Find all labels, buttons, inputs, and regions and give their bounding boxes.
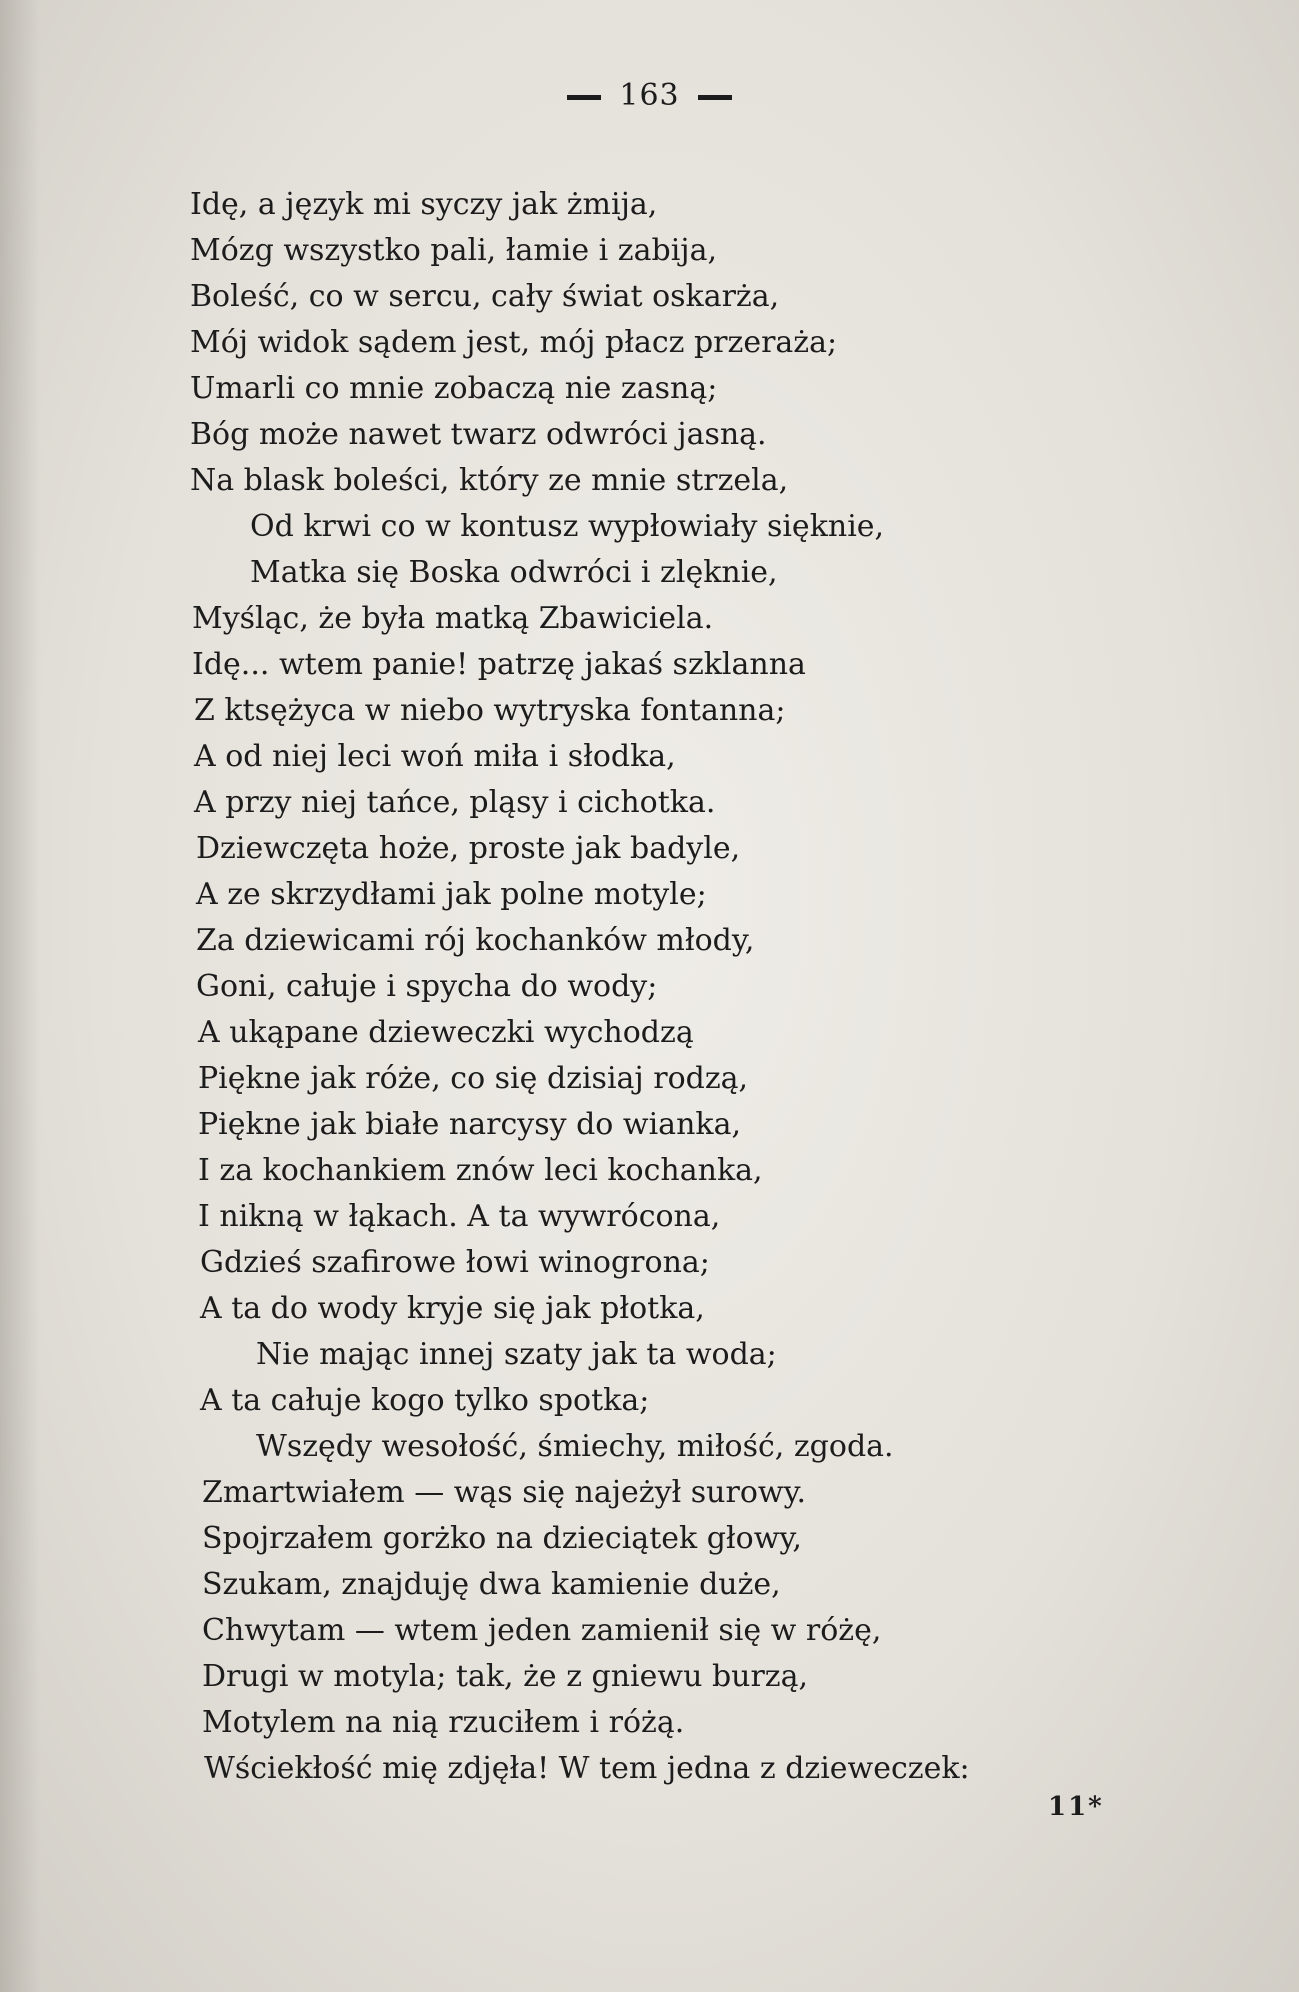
poem-line: Nie mając innej szaty jak ta woda; [256, 1337, 777, 1372]
poem-line: Wściekłość mię zdjęła! W tem jedna z dzieweczek: [204, 1751, 970, 1786]
poem-line: Mój widok sądem jest, mój płacz przeraża; [190, 325, 838, 360]
page-header [0, 78, 1299, 113]
poem-line: Bóg może nawet twarz odwróci jasną. [190, 417, 767, 452]
poem-line: A przy niej tańce, pląsy i cichotka. [194, 785, 716, 820]
poem-line: Idę, a język mi syczy jak żmija, [190, 187, 658, 222]
poem-line: Za dziewicami rój kochanków młody, [196, 923, 755, 958]
poem-line: Dziewczęta hoże, proste jak badyle, [196, 831, 741, 866]
poem-line: Goni, całuje i spycha do wody; [196, 969, 658, 1004]
signature-mark: 11* [1048, 1792, 1104, 1822]
poem-line: Motylem na nią rzuciłem i różą. [202, 1705, 685, 1740]
poem-line: Zmartwiałem — wąs się najeżył surowy. [202, 1475, 807, 1510]
poem-line: Umarli co mnie zobaczą nie zasną; [190, 371, 718, 406]
poem-line: Idę... wtem panie! patrzę jakaś szklanna [192, 647, 806, 682]
header-dash-right [698, 95, 732, 100]
poem-line: Na blask boleści, który ze mnie strzela, [190, 463, 789, 498]
poem-line: Szukam, znajduję dwa kamienie duże, [202, 1567, 781, 1602]
poem-line: Z ktsężyca w niebo wytryska fontanna; [194, 693, 786, 728]
poem-line: Spojrzałem gorżko na dzieciątek głowy, [202, 1521, 802, 1556]
poem-line: A ta do wody kryje się jak płotka, [200, 1291, 705, 1326]
poem-line: Matka się Boska odwróci i zlęknie, [250, 555, 778, 590]
poem-line: A od niej leci woń miła i słodka, [194, 739, 676, 774]
header-dash-left [567, 95, 601, 100]
poem-line: Piękne jak róże, co się dzisiaj rodzą, [198, 1061, 749, 1096]
poem-line: A ukąpane dzieweczki wychodzą [198, 1015, 694, 1050]
poem-line: A ta całuje kogo tylko spotka; [200, 1383, 650, 1418]
page-number: 163 [619, 78, 680, 113]
poem-line: Mózg wszystko pali, łamie i zabija, [190, 233, 718, 268]
poem-line: Gdzieś szafirowe łowi winogrona; [200, 1245, 710, 1280]
poem-line: Chwytam — wtem jeden zamienił się w różę, [202, 1613, 882, 1648]
poem-line: A ze skrzydłami jak polne motyle; [196, 877, 707, 912]
poem-line: I za kochankiem znów leci kochanka, [198, 1153, 763, 1188]
poem-line: Od krwi co w kontusz wypłowiały sięknie, [250, 509, 885, 544]
poem-line: Myśląc, że była matką Zbawiciela. [192, 601, 714, 636]
poem-line: I nikną w łąkach. A ta wywrócona, [198, 1199, 721, 1234]
poem-line: Piękne jak białe narcysy do wianka, [198, 1107, 741, 1142]
poem-line: Drugi w motyla; tak, że z gniewu burzą, [202, 1659, 809, 1694]
poem-line: Boleść, co w sercu, cały świat oskarża, [190, 279, 780, 314]
poem-line: Wszędy wesołość, śmiechy, miłość, zgoda. [256, 1429, 894, 1464]
